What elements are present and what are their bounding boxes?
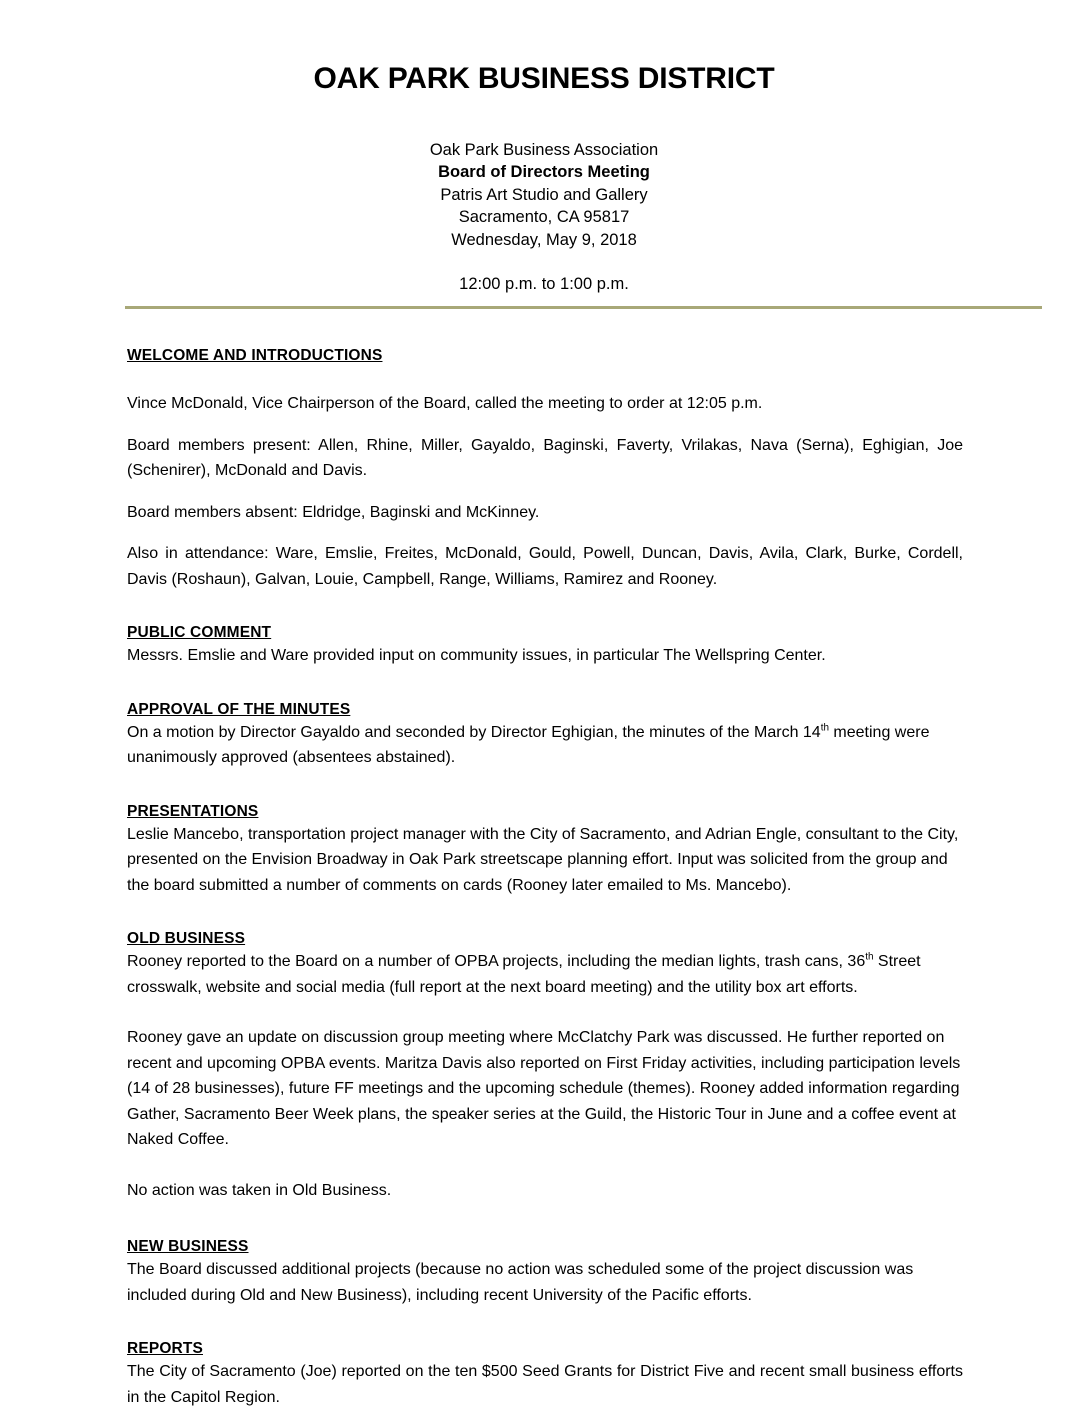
section-heading-new-business: NEW BUSINESS	[127, 1238, 249, 1255]
old-business-text-before: Rooney reported to the Board on a number of OPBA projects, including the median lights, trash cans, 36	[127, 953, 866, 970]
meeting-date: Wednesday, May 9, 2018	[451, 230, 637, 249]
section-heading-presentations: PRESENTATIONS	[127, 802, 259, 820]
approval-text-before: On a motion by Director Gayaldo and seconded by Director Eghigian, the minutes of the March 14	[127, 723, 821, 741]
section-approval-of-minutes	[127, 699, 963, 771]
welcome-paragraph-4: Also in attendance: Ware, Emslie, Freites, McDonald, Gould, Powell, Duncan, Davis, Avila, Clark, Burke, Cordell, Davis (Roshaun), Galvan, Louie, Campbell, Range, Williams, Ramirez and Rooney.	[127, 545, 963, 588]
old-business-text-after: Street crosswalk, website and social media (full report at the next board meeting) and the utility box art efforts.	[127, 953, 921, 996]
section-heading-public-comment: PUBLIC COMMENT	[127, 624, 272, 641]
page-title: OAK PARK BUSINESS DISTRICT	[313, 62, 775, 95]
welcome-paragraph-2: Board members present: Allen, Rhine, Miller, Gayaldo, Baginski, Faverty, Vrilakas, Nava (Serna), Eghigian, Joe (Schenirer), McDonald and Davis.	[127, 436, 963, 479]
meeting-venue: Patris Art Studio and Gallery	[440, 185, 648, 204]
section-welcome-and-introductions	[127, 345, 963, 592]
section-heading-reports: REPORTS	[127, 1340, 203, 1357]
approval-paragraph-1	[127, 720, 963, 771]
section-old-business	[127, 928, 963, 1203]
meeting-header-block	[0, 139, 1088, 295]
section-presentations	[127, 801, 963, 899]
document-body	[127, 345, 963, 1410]
public-comment-paragraph-1: Messrs. Emslie and Ware provided input on community issues, in particular The Wellspring Center.	[127, 647, 826, 664]
reports-paragraph-1: The City of Sacramento (Joe) reported on the ten $500 Seed Grants for District Five and recent small business efforts in the Capitol Region.	[127, 1363, 963, 1406]
section-heading-approval-of-minutes: APPROVAL OF THE MINUTES	[127, 700, 351, 718]
meeting-organization: Oak Park Business Association	[429, 141, 659, 159]
approval-ordinal-suffix: th	[820, 722, 829, 734]
section-reports	[127, 1338, 963, 1410]
old-business-paragraph-2: Rooney gave an update on discussion group meeting where McClatchy Park was discussed. He further reported on recent and upcoming OPBA events. Maritza Davis also reported on First Friday activities, including participation levels (14 of 28 businesses), future FF meetings and the upcoming schedule (themes). Rooney added information regarding Gather, Sacramento Beer Week plans, the speaker series at the Guild, the Historic Tour in June and a coffee event at Naked Coffee.	[127, 1029, 961, 1148]
old-business-ordinal-suffix: th	[865, 951, 874, 963]
new-business-paragraph-1: The Board discussed additional projects (because no action was scheduled some of the project discussion was included during Old and New Business), including recent University of the Pacific efforts.	[127, 1261, 914, 1304]
old-business-paragraph-3: No action was taken in Old Business.	[127, 1181, 392, 1199]
section-public-comment	[127, 622, 963, 669]
meeting-time: 12:00 p.m. to 1:00 p.m.	[459, 275, 629, 294]
meeting-type: Board of Directors Meeting	[438, 163, 650, 182]
old-business-paragraph-1	[127, 949, 963, 1000]
header-divider-rule	[125, 306, 1042, 309]
approval-text-after: meeting were unanimously approved (absentees abstained).	[127, 723, 930, 766]
section-new-business	[127, 1236, 963, 1308]
welcome-paragraph-3: Board members absent: Eldridge, Baginski and McKinney.	[127, 503, 540, 521]
section-heading-old-business: OLD BUSINESS	[127, 930, 246, 947]
welcome-paragraph-1: Vince McDonald, Vice Chairperson of the Board, called the meeting to order at 12:05 p.m.	[127, 395, 763, 412]
meeting-city-state-zip: Sacramento, CA 95817	[458, 208, 630, 227]
presentations-paragraph-1: Leslie Mancebo, transportation project manager with the City of Sacramento, and Adrian Engle, consultant to the City, presented on the Envision Broadway in Oak Park streetscape planning effort. Input was solicited from the group and the board submitted a number of comments on cards (Rooney later emailed to Ms. Mancebo).	[127, 825, 959, 894]
section-heading-welcome: WELCOME AND INTRODUCTIONS	[127, 347, 383, 364]
